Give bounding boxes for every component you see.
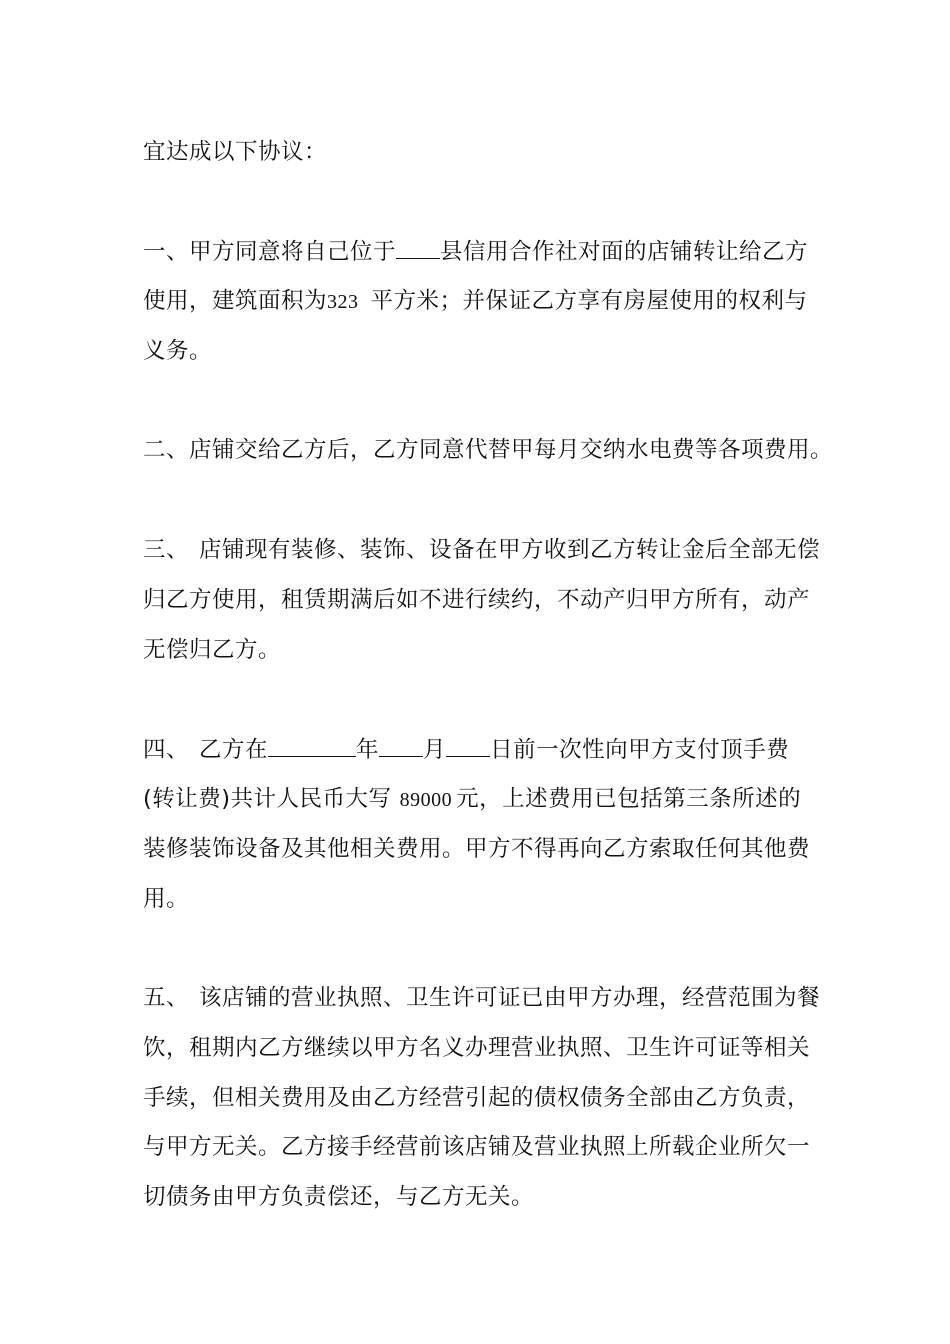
clause3-text: 归乙方使用，租赁期满后如不进行续约，不动产归甲方所有，动产	[143, 587, 811, 613]
clause4-text: 用。	[143, 886, 190, 912]
clause3-text: 无偿归乙方。	[143, 637, 282, 663]
clause4-text: 装修装饰设备及其他相关费用。甲方不得再向乙方索取任何其他费	[143, 836, 811, 862]
clause2-text: 二、店铺交给乙方后，乙方同意代替甲每月交纳水电费等各项费用。	[143, 437, 834, 463]
clause3-line1	[143, 535, 823, 565]
clause3-number: 三、	[143, 537, 190, 563]
year-label: 年	[356, 737, 380, 763]
clause4-text: 乙方在	[199, 737, 269, 763]
location-blank	[396, 236, 440, 259]
amount-value: 89000	[399, 789, 453, 811]
clause5-line3	[143, 1083, 823, 1113]
month-blank	[379, 734, 423, 757]
clause1-line3	[143, 336, 823, 366]
clause5-text: 与甲方无关。乙方接手经营前该店铺及营业执照上所载企业所欠一	[143, 1134, 811, 1160]
clause1-text: 义务。	[143, 338, 213, 364]
clause5-text: 手续，但相关费用及由乙方经营引起的债权债务全部由乙方负责，	[143, 1085, 811, 1111]
clause1-line2	[143, 286, 823, 317]
clause1-text: 一、甲方同意将自己位于	[143, 239, 397, 265]
clause1-text: 平方米；并保证乙方享有房屋使用的权利与	[370, 288, 808, 314]
clause3-line2	[143, 585, 823, 615]
clause4-line2	[143, 784, 823, 815]
clause1-text: 县信用合作社对面的店铺转让给乙方	[440, 239, 809, 265]
clause4-number: 四、	[143, 737, 190, 763]
clause5-text: 饮，租期内乙方继续以甲方名义办理营业执照、卫生许可证等相关	[143, 1035, 811, 1061]
day-blank	[446, 734, 490, 757]
year-blank	[268, 734, 356, 757]
intro-line	[143, 137, 823, 167]
month-label: 月	[423, 737, 447, 763]
clause1-text: 使用，建筑面积为	[143, 288, 328, 314]
area-value: 323	[327, 291, 359, 313]
clause5-number: 五、	[143, 985, 190, 1011]
clause5-line4	[143, 1132, 823, 1162]
clause1-line1	[143, 236, 823, 267]
clause5-line5	[143, 1182, 823, 1212]
clause5-line1	[143, 983, 823, 1013]
clause3-text: 店铺现有装修、装饰、设备在甲方收到乙方转让金后全部无偿	[199, 537, 821, 563]
clause4-text: (转让费)共计人民币大写	[143, 786, 392, 812]
clause4-text: 日前一次性向甲方支付顶手费	[490, 737, 790, 763]
clause4-text: 元，上述费用已包括第三条所述的	[456, 786, 802, 812]
clause2-line1	[143, 435, 834, 465]
clause5-text: 切债务由甲方负责偿还，与乙方无关。	[143, 1184, 535, 1210]
clause4-line4	[143, 884, 823, 914]
clause3-line3	[143, 635, 823, 665]
intro-text: 宜达成以下协议：	[143, 139, 328, 165]
clause5-line2	[143, 1033, 823, 1063]
clause4-line1	[143, 734, 823, 765]
clause4-line3	[143, 834, 823, 864]
clause5-text: 该店铺的营业执照、卫生许可证已由甲方办理，经营范围为餐	[199, 985, 821, 1011]
